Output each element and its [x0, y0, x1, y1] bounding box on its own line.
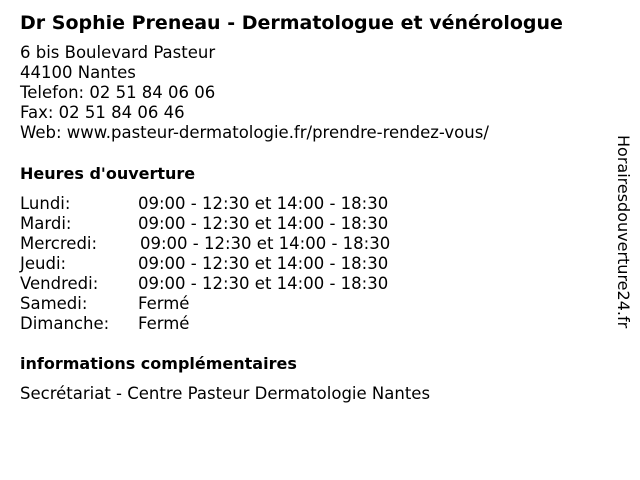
day-label: Vendredi: — [20, 274, 99, 293]
city-postcode: 44100 Nantes — [20, 63, 136, 82]
phone-number: Telefon: 02 51 84 06 06 — [20, 83, 216, 102]
opening-hours-heading: Heures d'ouverture — [20, 164, 196, 183]
hours-value: 09:00 - 12:30 et 14:00 - 18:30 — [140, 234, 391, 253]
day-label: Dimanche: — [20, 314, 110, 333]
hours-value: 09:00 - 12:30 et 14:00 - 18:30 — [138, 274, 389, 293]
day-label: Lundi: — [20, 194, 71, 213]
day-label: Mardi: — [20, 214, 72, 233]
additional-info-text: Secrétariat - Centre Pasteur Dermatologie Nantes — [20, 384, 431, 403]
hours-value: 09:00 - 12:30 et 14:00 - 18:30 — [138, 194, 389, 213]
website-url: Web: www.pasteur-dermatologie.fr/prendre-rendez-vous/ — [20, 123, 489, 142]
additional-info-heading: informations complémentaires — [20, 354, 297, 373]
site-watermark — [612, 135, 634, 375]
street-address: 6 bis Boulevard Pasteur — [20, 43, 216, 62]
hours-value: Fermé — [138, 314, 190, 333]
hours-value: Fermé — [138, 294, 190, 313]
contact-block — [20, 43, 489, 143]
day-label: Mercredi: — [20, 234, 98, 253]
day-label: Samedi: — [20, 294, 88, 313]
page-title: Dr Sophie Preneau - Dermatologue et vénérologue — [20, 12, 563, 34]
hours-value: 09:00 - 12:30 et 14:00 - 18:30 — [138, 254, 389, 273]
watermark-text: Horairesdouverture24.fr — [614, 135, 633, 329]
day-label: Jeudi: — [20, 254, 67, 273]
fax-number: Fax: 02 51 84 06 46 — [20, 103, 185, 122]
hours-value: 09:00 - 12:30 et 14:00 - 18:30 — [138, 214, 389, 233]
